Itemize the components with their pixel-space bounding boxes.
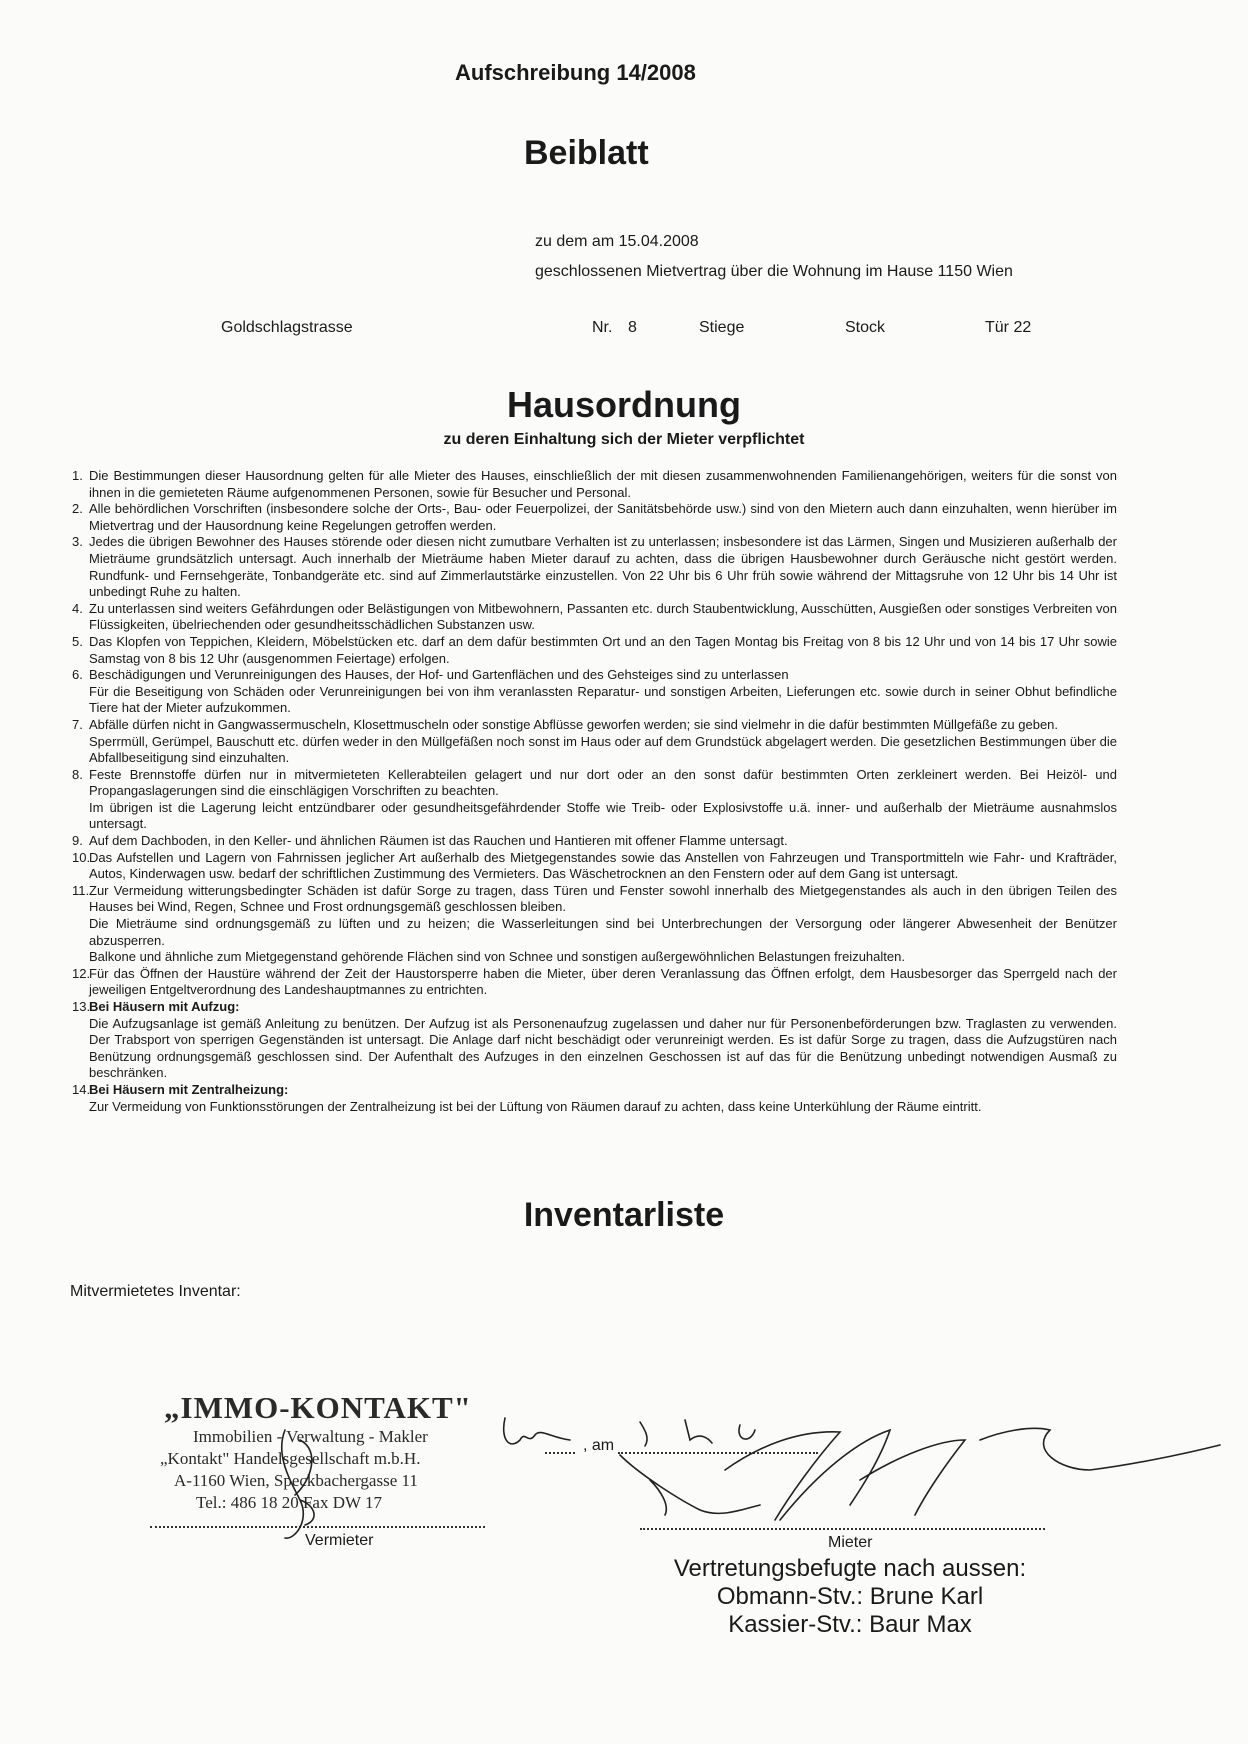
- hausordnung-title: Hausordnung: [507, 384, 741, 425]
- rule-number: 4.: [72, 600, 83, 616]
- rule-heading: Bei Häusern mit Zentralheizung:: [89, 1081, 289, 1097]
- representatives-heading: Vertretungsbefugte nach aussen:: [673, 1555, 1027, 1582]
- rule-paragraph: Die Bestimmungen dieser Hausordnung gelten für alle Mieter des Hauses, einschließlich der mit diesen zusammenwohnenden Familienangehörigen, weiters für die sonst von ihnen in die gemieteten Räume aufgenommenen Personen, sowie für Besucher und Personal.: [89, 468, 1117, 500]
- vermieter-signature: [282, 1430, 314, 1538]
- document-reference: Aufschreibung 14/2008: [455, 60, 696, 85]
- rule-paragraph: Zu unterlassen sind weiters Gefährdungen oder Belästigungen von Mitbewohnern, Passanten etc. durch Staubentwicklung, Ausschütten, Ausgießen oder sonstiges Verbreiten von Flüssigkeiten, übelriechenden oder gesundheitsschädlichen Substanzen usw.: [89, 600, 1117, 633]
- am-label: , am: [583, 1437, 615, 1454]
- rule-number: 6.: [72, 667, 83, 683]
- stamp-line: Immobilien - Verwaltung - Makler: [193, 1427, 428, 1446]
- rule-number: 10.: [72, 849, 91, 865]
- stamp-line: A-1160 Wien, Speckbachergasse 11: [174, 1471, 418, 1490]
- rule-paragraph: Für das Öffnen der Haustüre während der Zeit der Haustorsperre haben die Mieter, über deren Veranlassung das Öffnen erfolgt, dem Hausbesorger das Sperrgeld nach der jeweiligen Entgeltverordnung des Landeshauptmannes zu entrichten.: [89, 965, 1117, 998]
- rule-number: 11.: [72, 882, 90, 898]
- inventar-title: Inventarliste: [523, 1196, 725, 1234]
- document-title: Beiblatt: [524, 134, 649, 172]
- address-stiege: Stiege: [699, 319, 745, 336]
- rule-number: 1.: [72, 468, 83, 483]
- rule-heading: Bei Häusern mit Aufzug:: [89, 999, 240, 1014]
- address-nr-value: 8: [628, 319, 637, 336]
- rule-number: 7.: [72, 716, 83, 732]
- address-tuer: Tür 22: [985, 319, 1032, 336]
- rule-paragraph: Beschädigungen und Verunreinigungen des Hauses, der Hof- und Gartenflächen und des Gehsteiges sind zu unterlassen: [89, 667, 789, 683]
- rule-paragraph: Zur Vermeidung witterungsbedingter Schäden ist dafür Sorge zu tragen, dass Türen und Fenster sowohl innerhalb des Mietgegenstandes als auch in den übrigen Teilen des Hauses bei Wind, Regen, Schnee und Frost ordnungsgemäß geschlossen bleiben.: [89, 882, 1117, 915]
- inventar-label: Mitvermietetes Inventar:: [70, 1283, 241, 1300]
- address-stock: Stock: [845, 319, 886, 336]
- rule-paragraph: Sperrmüll, Gerümpel, Bauschutt etc. dürfen weder in den Müllgefäßen noch sonst im Haus oder auf dem Grundstück abgelagert werden. Die gesetzlichen Bestimmungen über die Abfallbeseitigung sind einzuhalten.: [89, 733, 1117, 766]
- rule-number: 9.: [72, 833, 83, 849]
- hausordnung-subtitle: zu deren Einhaltung sich der Mieter verpflichtet: [443, 431, 805, 448]
- rule-number: 14.: [72, 1081, 91, 1097]
- rule-paragraph: Auf dem Dachboden, in den Keller- und ähnlichen Räumen ist das Rauchen und Hantieren mit offener Flamme untersagt.: [89, 833, 788, 849]
- address-nr-label: Nr.: [592, 319, 613, 336]
- stamp-company-name: „IMMO-KONTAKT": [164, 1390, 472, 1425]
- rule-paragraph: Im übrigen ist die Lagerung leicht entzündbarer oder gesundheitsgefährdender Stoffe wie Treib- oder Explosivstoffe u.ä. inner- und außerhalb der Mieträume ausnahmslos untersagt.: [89, 799, 1117, 832]
- rule-number: 5.: [72, 633, 83, 649]
- rule-number: 2.: [72, 501, 83, 517]
- rule-paragraph: Abfälle dürfen nicht in Gangwassermuscheln, Klosettmuscheln oder sonstige Abflüsse geworfen werden; sie sind vielmehr in die dafür bestimmten Müllgefäße zu geben.: [89, 716, 1059, 732]
- date-handwriting: [640, 1420, 755, 1446]
- rule-number: 13.: [72, 999, 91, 1014]
- rule-paragraph: Die Aufzugsanlage ist gemäß Anleitung zu benützen. Der Aufzug ist als Personenaufzug zugelassen und daher nur für Personenbeförderungen bzw. Traglasten zu verwenden. Der Trabsport von sperrigen Gegenständen ist untersagt. Die Anlage darf nicht beschädigt oder verunreinigt werden. Es ist dafür Sorge zu tragen, dass die Aufzugstüren nach Benützung ordnungsgemäß geschlossen sind. Der Aufenthalt des Aufzuges in den einzelnen Geschossen ist auf das für die Benützung unbedingt notwendigen Ausmaß zu beschränken.: [89, 1015, 1117, 1081]
- rule-paragraph: Feste Brennstoffe dürfen nur in mitvermieteten Kellerabteilen gelagert und nur dort oder an den sonst dafür bestimmten Orten zerkleinert werden. Bei Heizöl- und Propangaslagerungen sind die einschlägigen Vorschriften zu beachten.: [89, 766, 1117, 799]
- rule-paragraph: Für die Beseitigung von Schäden oder Verunreinigungen bei von ihm veranlassten Reparatur- und sonstigen Arbeiten, Lieferungen etc. sowie durch in seiner Obhut befindliche Tiere hat der Mieter aufzukommen.: [89, 683, 1117, 716]
- representative-obmann: Obmann-Stv.: Brune Karl: [716, 1583, 984, 1610]
- stamp-line: „Kontakt" Handelsgesellschaft m.b.H.: [160, 1449, 421, 1468]
- stamp-line: Tel.: 486 18 20 Fax DW 17: [196, 1493, 382, 1512]
- rule-paragraph: Jedes die übrigen Bewohner des Hauses störende oder diesen nicht zumutbare Verhalten ist zu unterlassen; insbesondere ist das Lärmen, Singen und Musizieren außerhalb der Mieträume grundsätzlich untersagt. Auch innerhalb der Mieträume haben Mieter darauf zu achten, dass die übrigen Hausbewohner durch Geräusche nicht gestört werden. Rundfunk- und Fernsehgeräte, Tonbandgeräte etc. sind auf Zimmerlautstärke einzustellen. Von 22 Uhr bis 6 Uhr früh sowie während der Mittagsruhe von 12 Uhr bis 14 Uhr ist unbedingt Ruhe zu halten.: [89, 534, 1117, 600]
- rule-paragraph: Alle behördlichen Vorschriften (insbesondere solche der Orts-, Bau- oder Feuerpolizei, der Sanitätsbehörde usw.) sind von den Mietern auch dann einzuhalten, wenn hierüber im Mietvertrag und der Hausordnung keine Regelungen getroffen werden.: [89, 501, 1117, 533]
- rule-number: 8.: [72, 766, 83, 782]
- contract-date-line: zu dem am 15.04.2008: [535, 233, 699, 250]
- rule-paragraph: Das Klopfen von Teppichen, Kleidern, Möbelstücken etc. darf an dem dafür bestimmten Ort und an den Tagen Montag bis Freitag von 8 bis 12 Uhr und von 14 bis 17 Uhr sowie Samstag von 8 bis 12 Uhr (ausgenommen Feiertage) erfolgen.: [89, 633, 1117, 666]
- rule-paragraph: Balkone und ähnliche zum Mietgegenstand gehörende Flächen sind von Schnee und sonstigen außergewöhnlichen Belastungen freizuhalten.: [89, 949, 905, 965]
- rule-paragraph: Zur Vermeidung von Funktionsstörungen der Zentralheizung ist bei der Lüftung von Räumen darauf zu achten, dass keine Unterkühlung der Räume eintritt.: [89, 1098, 982, 1114]
- rule-paragraph: Die Mieträume sind ordnungsgemäß zu lüften und zu heizen; die Wasserleitungen sind bei Unterbrechungen der Versorgung oder längerer Abwesenheit der Benützer abzusperren.: [89, 916, 1117, 948]
- rule-number: 12.: [72, 965, 91, 981]
- vermieter-label: Vermieter: [305, 1532, 374, 1549]
- rule-paragraph: Das Aufstellen und Lagern von Fahrnissen jeglicher Art außerhalb des Mietgegenstandes sowie das Anstellen von Fahrzeugen und Transportmitteln wie Fahr- und Krafträder, Autos, Kinderwagen usw. bedarf der schriftlichen Zustimmung des Vermieters. Das Wäschetrocknen an den Fenstern oder auf dem Gang ist untersagt.: [89, 849, 1117, 882]
- place-handwriting: [504, 1418, 570, 1444]
- contract-object-line: geschlossenen Mietvertrag über die Wohnung im Hause 1150 Wien: [535, 263, 1013, 280]
- address-street: Goldschlagstrasse: [221, 319, 353, 336]
- mieter-label: Mieter: [828, 1534, 873, 1551]
- mieter-signature: [620, 1428, 1220, 1520]
- representative-kassier: Kassier-Stv.: Baur Max: [728, 1611, 972, 1638]
- rule-number: 3.: [72, 534, 83, 550]
